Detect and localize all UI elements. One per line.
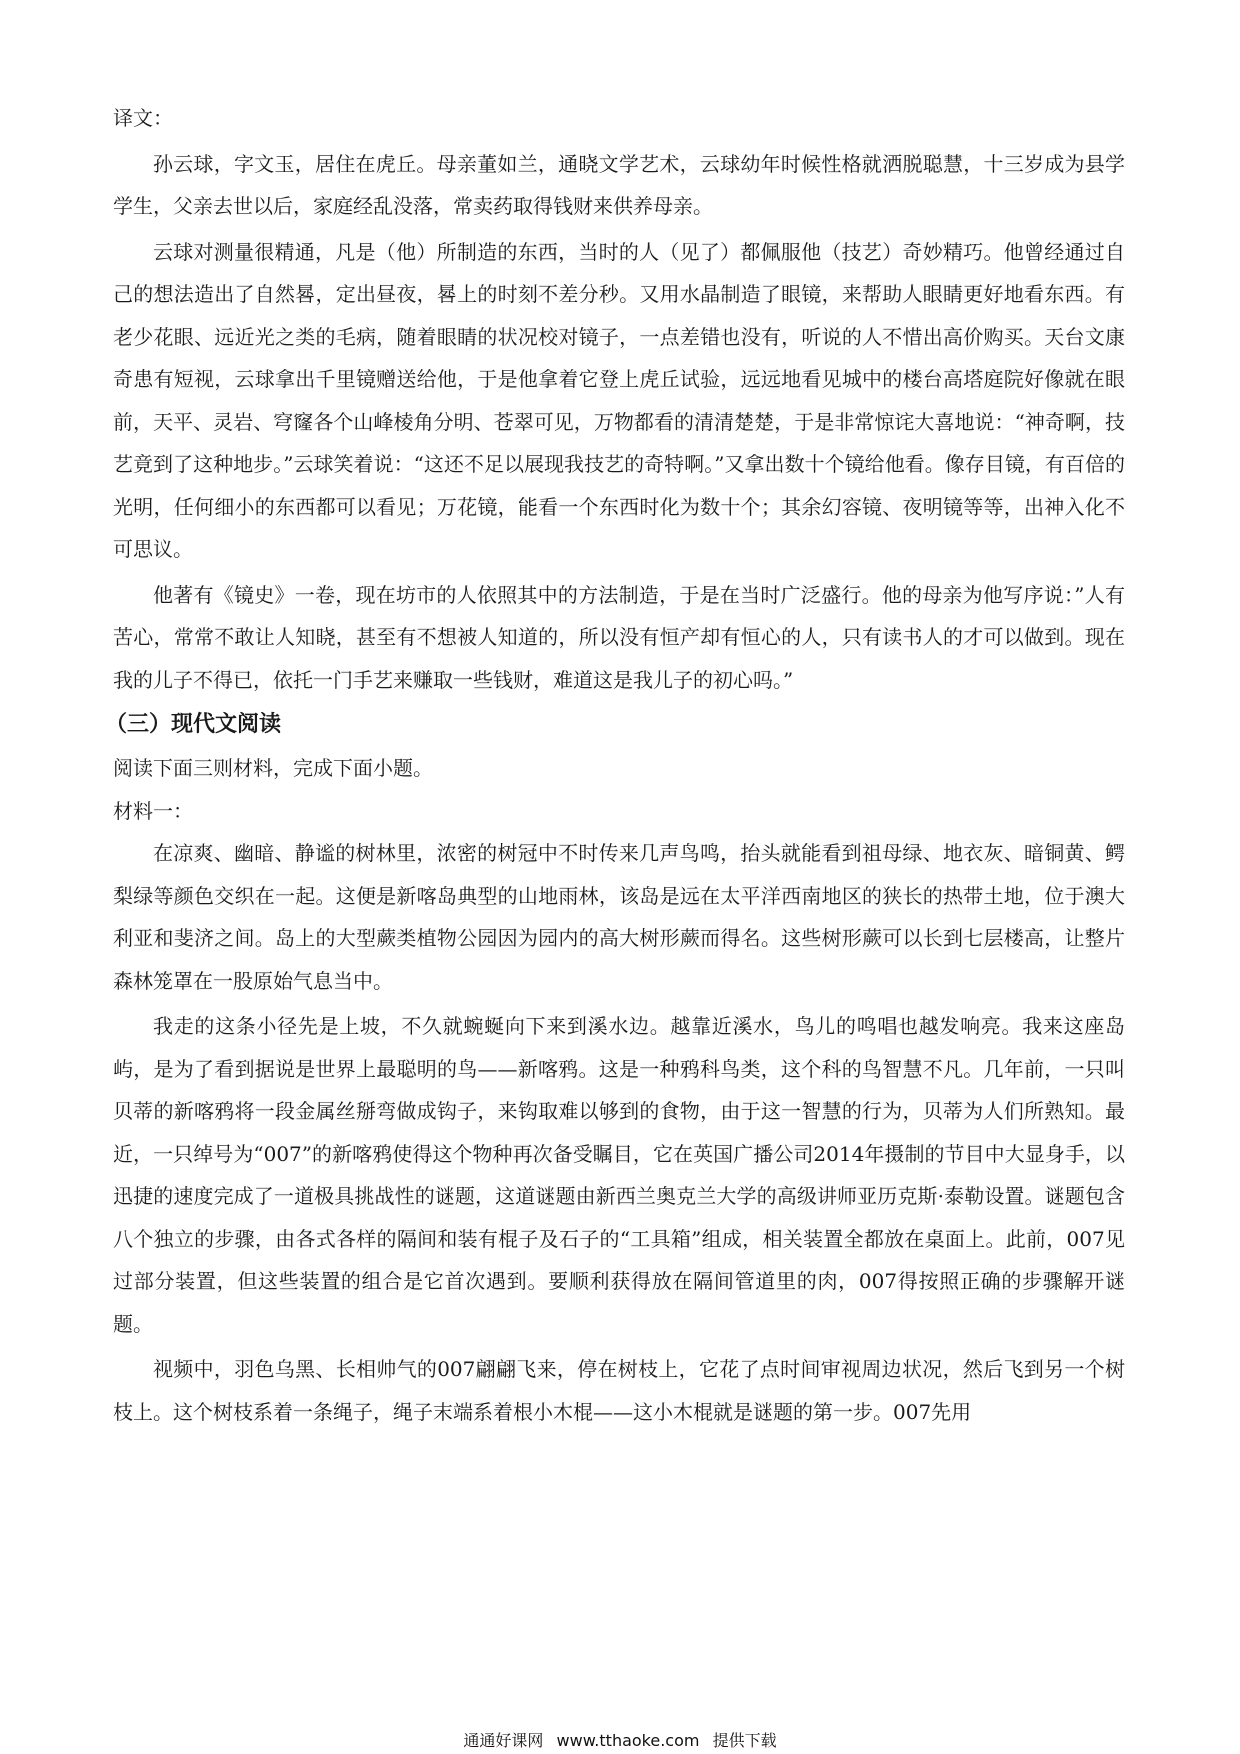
section-instruction: 阅读下面三则材料，完成下面小题。	[113, 756, 433, 780]
footer-note: 提供下载	[712, 1731, 777, 1750]
translation-paragraph-2: 云球对测量很精通，凡是（他）所制造的东西，当时的人（见了）都佩服他（技艺）奇妙精巧。他曾经通过自己的想法造出了自然晷，定出昼夜，晷上的时刻不差分秒。又用水晶制造了眼镜，来帮助人眼睛更好地看东西。有老少花眼、远近光之类的毛病，随着眼睛的状况校对镜子，一点差错也没有，听说的人不惜出高价购买。天台文康奇患有短视，云球拿出千里镜赠送给他，于是他拿着它登上虎丘试验，远远地看见城中的楼台高塔庭院好像就在眼前，天平、灵岩、穹窿各个山峰棱角分明、苍翠可见，万物都看的清清楚楚，于是非常惊诧大喜地说：“神奇啊，技艺竟到了这种地步。”云球笑着说：“这还不足以展现我技艺的奇特啊。”又拿出数十个镜给他看。像存目镜，有百倍的光明，任何细小的东西都可以看见；万花镜，能看一个东西时化为数十个；其余幻容镜、夜明镜等等，出神入化不可思议。	[113, 239, 1125, 561]
translation-paragraph-3: 他著有《镜史》一卷，现在坊市的人依照其中的方法制造，于是在当时广泛盛行。他的母亲为他写序说：”人有苦心，常常不敢让人知晓，甚至有不想被人知道的，所以没有恒产却有恒心的人，只有读书人的才可以做到。现在我的儿子不得已，依托一门手艺来赚取一些钱财，难道这是我儿子的初心吗。”	[113, 582, 1125, 692]
footer-url-link[interactable]: www.tthaoke.com	[556, 1731, 700, 1750]
page-footer	[0, 1728, 1240, 1751]
translation-paragraph-1: 孙云球，字文玉，居住在虎丘。母亲董如兰，通晓文学艺术，云球幼年时候性格就洒脱聪慧，十三岁成为县学学生，父亲去世以后，家庭经乱没落，常卖药取得钱财来供养母亲。	[113, 151, 1125, 218]
translation-label: 译文：	[113, 106, 173, 130]
material-label: 材料一：	[113, 798, 193, 823]
section-heading: （三）现代文阅读	[105, 712, 282, 737]
material-paragraph-2: 我走的这条小径先是上坡，不久就蜿蜒向下来到溪水边。越靠近溪水，鸟儿的鸣唱也越发响亮。我来这座岛屿，是为了看到据说是世界上最聪明的鸟——新喀鸦。这是一种鸦科鸟类，这个科的鸟智慧不凡。几年前，一只叫贝蒂的新喀鸦将一段金属丝掰弯做成钩子，来钩取难以够到的食物，由于这一智慧的行为，贝蒂为人们所熟知。最近，一只绰号为“007”的新喀鸦使得这个物种再次备受瞩目，它在英国广播公司2014年摄制的节目中大显身手，以迅捷的速度完成了一道极具挑战性的谜题，这道谜题由新西兰奥克兰大学的高级讲师亚历克斯·泰勒设置。谜题包含八个独立的步骤，由各式各样的隔间和装有棍子及石子的“工具箱”组成，相关装置全都放在桌面上。此前，007见过部分装置，但这些装置的组合是它首次遇到。要顺利获得放在隔间管道里的肉，007得按照正确的步骤解开谜题。	[113, 1014, 1125, 1336]
material-paragraph-1: 在凉爽、幽暗、静谧的树林里，浓密的树冠中不时传来几声鸟鸣，抬头就能看到祖母绿、地衣灰、暗铜黄、鳄梨绿等颜色交织在一起。这便是新喀岛典型的山地雨林，该岛是远在太平洋西南地区的狭长的热带土地，位于澳大利亚和斐济之间。岛上的大型蕨类植物公园因为园内的高大树形蕨而得名。这些树形蕨可以长到七层楼高，让整片森林笼罩在一股原始气息当中。	[113, 841, 1125, 993]
document-content	[105, 97, 1125, 1433]
material-paragraph-3: 视频中，羽色乌黑、长相帅气的007翩翩飞来，停在树枝上，它花了点时间审视周边状况，然后飞到另一个树枝上。这个树枝系着一条绳子，绳子末端系着根小木棍——这小木棍就是谜题的第一步。007先用	[113, 1357, 1125, 1424]
footer-site-name: 通通好课网	[463, 1731, 544, 1750]
